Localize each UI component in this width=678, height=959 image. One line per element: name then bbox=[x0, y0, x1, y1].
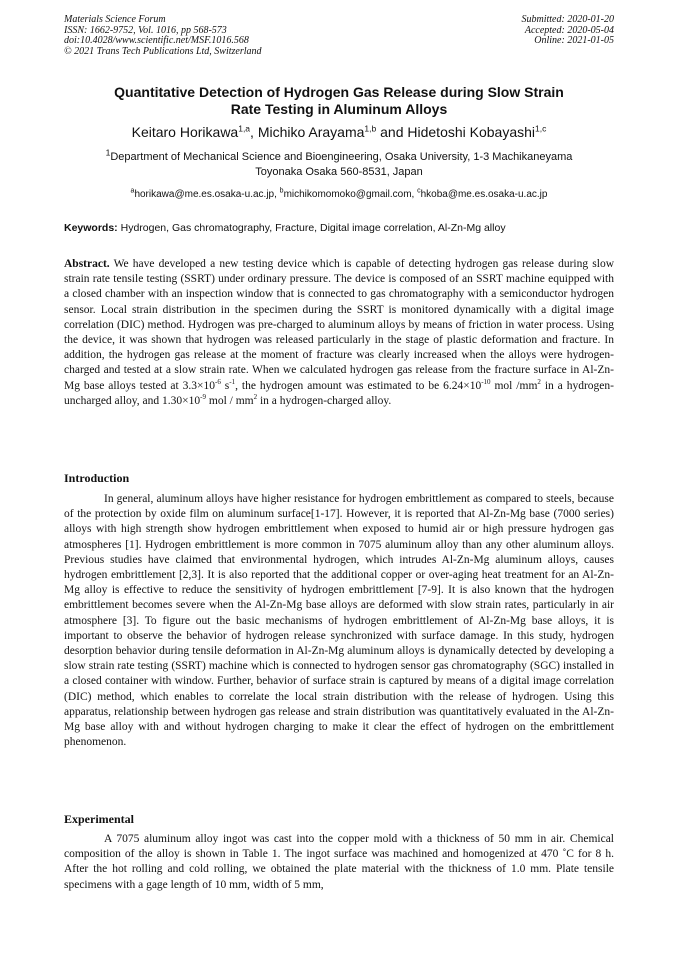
affiliation bbox=[56, 147, 622, 180]
title-line-2: Rate Testing in Aluminum Alloys bbox=[230, 101, 448, 117]
abstract-text-3: , the hydrogen amount was estimated to be 6.24×10 bbox=[235, 379, 482, 392]
keywords-label: Keywords: bbox=[64, 222, 118, 234]
abstract-exp-2: -1 bbox=[229, 377, 236, 386]
abstract-exp-1: -6 bbox=[215, 377, 221, 386]
online-date: Online: 2021-01-05 bbox=[534, 35, 614, 46]
introduction-paragraph: In general, aluminum alloys have higher resistance for hydrogen embrittlement as compared to steels, because of the protection by oxide film on aluminum surface[1-17]. However, it is reported that Al-Zn-Mg base (7000 series) alloys with high strength show hydrogen embrittlement when exposed to humid air or high pressure hydrogen gas atmospheres [1]. Hydrogen embrittlement is more common in 7075 aluminum alloy than any other aluminum alloys. Previous studies have claimed that environmental hydrogen, which intrudes Al-Zn-Mg aluminum alloys, causes hydrogen embrittlement [2,3]. It is also reported that the additional copper or over-aging heat treatment for an Al-Zn-Mg alloy is effective to reduce the sensitivity of hydrogen embrittlement [7-9]. It is also known that the hydrogen embrittlement becomes severe when the Al-Zn-Mg base alloys are deformed with slow strain rates, particularly in air atmosphere [3]. To figure out the basic mechanisms of hydrogen embrittlement of Al-Zn-Mg base alloys, it is important to observe the behavior of hydrogen release synchronized with surface damage. In this study, hydrogen desorption behavior during tensile deformation in Al-Zn-Mg aluminum alloys is dynamically detected by developing a slow strain rate testing (SSRT) machine which is connected to hydrogen sensor gas chromatography (SGC) installed in a closed container with window. Further, behavior of surface strain is captured by means of a digital image correlation (DIC) method, which enables to correlate the local strain distribution with the release of hydrogen. Using this apparatus, relationship between hydrogen gas release and strain distribution was quantitatively evaluated in the Al-Zn-Mg base alloy with and without hydrogen charging to make it clear the effect of hydrogen on the embrittlement phenomenon. bbox=[64, 493, 614, 749]
abstract-exp-4: 2 bbox=[537, 377, 541, 386]
journal-copyright: © 2021 Trans Tech Publications Ltd, Switzerland bbox=[64, 45, 262, 57]
abstract-exp-5: -9 bbox=[200, 393, 206, 401]
keywords bbox=[64, 221, 614, 235]
email-a-marker: a bbox=[130, 187, 135, 195]
affiliation-line-1: Department of Mechanical Science and Bioengineering, Osaka University, 1-3 Machikaneyama bbox=[110, 151, 573, 163]
author-emails bbox=[40, 188, 638, 201]
abstract-exp-6: 2 bbox=[253, 393, 258, 401]
affiliation-line-2: Toyonaka Osaka 560-8531, Japan bbox=[255, 166, 423, 178]
keywords-text: Hydrogen, Gas chromatography, Fracture, Digital image correlation, Al-Zn-Mg alloy bbox=[117, 222, 506, 234]
author-sep-2: and bbox=[376, 124, 408, 140]
abstract-text-4: mol /mm bbox=[490, 379, 538, 392]
author-1: Keitaro Horikawa bbox=[131, 124, 239, 140]
submission-dates bbox=[522, 15, 615, 47]
abstract-text-5: in a hydrogen-uncharged alloy, and 1.30×10 bbox=[64, 379, 614, 407]
journal-info bbox=[64, 15, 262, 57]
abstract-text-2: s bbox=[220, 379, 230, 392]
author-2-affil: 1,b bbox=[364, 123, 377, 134]
author-sep-1: , bbox=[250, 124, 258, 140]
abstract-text-1: We have developed a new testing device which is capable of detecting hydrogen gas release during slow strain rate tensile testing (SSRT) under ordinary pressure. The device is composed of an SSRT machine equipped with a closed chamber with an inspection window that is connected to gas chromatography with a semiconductor hydrogen sensor. Local strain distribution in the specimen during the SSRT is monitored dynamically with a digital image correlation (DIC) method. Hydrogen was pre-charged to aluminum alloys by means of friction in water process. Using the device, it was shown that hydrogen was released particularly in the stage of plastic deformation and fracture. In addition, the hydrogen gas release at the moment of fracture was clearly increased when the alloys were hydrogen-charged and tested at a slow strain rate. When we calculated hydrogen gas release from the fracture surface in Al-Zn-Mg base alloys tested at 3.3×10 bbox=[64, 258, 614, 392]
abstract-text-6: mol / mm bbox=[206, 394, 254, 407]
journal-name: Materials Science Forum bbox=[64, 14, 166, 25]
email-c-marker: c bbox=[417, 187, 421, 195]
abstract-label: Abstract. bbox=[64, 258, 110, 270]
accepted-date: Accepted: 2020-05-04 bbox=[524, 24, 614, 36]
email-c[interactable]: hkoba@me.es.osaka-u.ac.jp bbox=[420, 189, 548, 200]
author-2: Michiko Arayama bbox=[257, 124, 365, 140]
author-3-affil: 1,c bbox=[535, 123, 547, 134]
abstract-text-7: in a hydrogen-charged alloy. bbox=[257, 394, 392, 407]
title-line-1: Quantitative Detection of Hydrogen Gas Release during Slow Strain bbox=[114, 84, 564, 100]
author-list bbox=[40, 124, 638, 141]
abstract bbox=[64, 257, 614, 409]
abstract-exp-3: -10 bbox=[481, 377, 491, 386]
journal-issn: ISSN: 1662-9752, Vol. 1016, pp 568-573 bbox=[64, 24, 227, 36]
paper-title bbox=[64, 84, 614, 118]
experimental-heading: Experimental bbox=[64, 812, 134, 826]
journal-doi: doi:10.4028/www.scientific.net/MSF.1016.568 bbox=[64, 35, 249, 46]
affiliation-marker: 1 bbox=[105, 147, 111, 158]
author-3: Hidetoshi Kobayashi bbox=[407, 124, 536, 140]
email-a[interactable]: horikawa@me.es.osaka-u.ac.jp, bbox=[134, 189, 280, 200]
experimental-paragraph: A 7075 aluminum alloy ingot was cast into the copper mold with a thickness of 50 mm in air. Chemical composition of the alloy is shown in Table 1. The ingot surface was machined and homogenized at 470 ˚C for 8 h. After the hot rolling and cold rolling, we obtained the plate material with the thickness of 1.0 mm. Plate tensile specimens with a gage length of 10 mm, width of 5 mm, bbox=[64, 833, 614, 891]
introduction-heading: Introduction bbox=[64, 471, 130, 485]
email-b-marker: b bbox=[279, 187, 284, 195]
email-b[interactable]: michikomomoko@gmail.com, bbox=[283, 189, 418, 200]
submitted-date: Submitted: 2020-01-20 bbox=[521, 14, 614, 25]
author-1-affil: 1,a bbox=[238, 123, 251, 134]
